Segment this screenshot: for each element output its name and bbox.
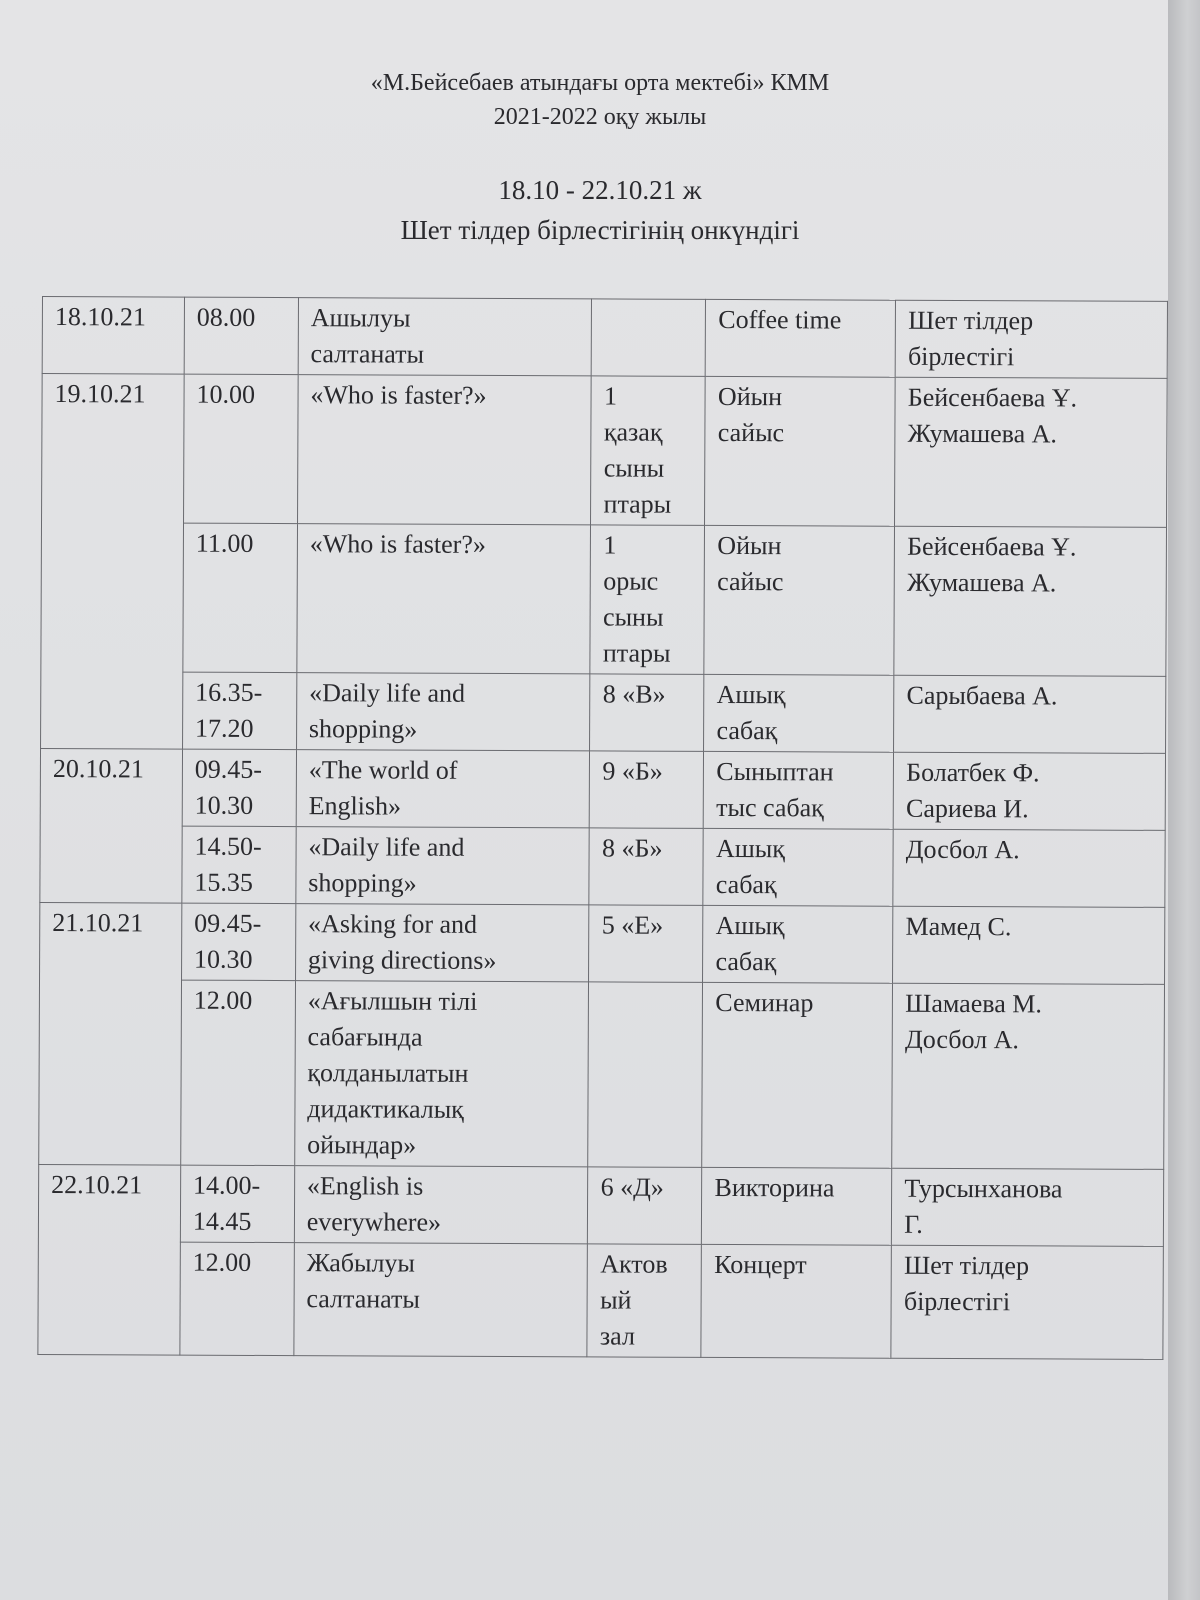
table-row [42, 297, 1167, 379]
document-header [0, 66, 1200, 250]
topic-cell: «Ағылшын тілі сабағында қолданылатын дидактикалық ойындар» [295, 981, 589, 1167]
date-cell: 22.10.21 [38, 1164, 181, 1355]
table-row [38, 1241, 1163, 1359]
responsible-cell: Бейсенбаева Ұ. Жумашева А. [894, 526, 1166, 676]
topic-cell: «Asking for and giving directions» [295, 904, 589, 982]
responsible-cell: Турсынханова Г. [892, 1168, 1164, 1246]
document-title: Шет тілдер бірлестігінің онкүндігі [400, 215, 800, 245]
responsible-cell: Шет тілдер бірлестігі [891, 1245, 1163, 1359]
topic-cell: Ашылуы салтанаты [298, 298, 592, 376]
form-cell: Ойын сайыс [705, 376, 895, 526]
class-cell: 1 орыс сыны птары [590, 525, 705, 674]
class-cell: 8 «В» [590, 674, 704, 751]
table-row [40, 825, 1165, 907]
form-cell: Ашық сабақ [703, 828, 893, 906]
class-cell: Актов ый зал [587, 1244, 701, 1357]
form-cell: Ашық сабақ [704, 674, 894, 752]
topic-cell: «English is everywhere» [294, 1166, 588, 1244]
date-cell: 20.10.21 [40, 748, 183, 903]
topic-cell: «Who is faster?» [297, 375, 591, 525]
schedule-table [37, 296, 1168, 1360]
responsible-cell: Болатбек Ф. Сариева И. [893, 752, 1165, 830]
topic-cell: «Daily life and shopping» [296, 827, 590, 905]
table-row [42, 374, 1168, 528]
date-cell: 19.10.21 [41, 374, 185, 750]
table-row [38, 1164, 1163, 1246]
class-cell: 1 қазақ сыны птары [591, 376, 706, 525]
time-cell: 10.00 [183, 374, 298, 523]
form-cell: Сыныптан тыс сабақ [704, 751, 894, 829]
topic-cell: «Who is faster?» [297, 524, 591, 674]
class-cell [588, 982, 703, 1167]
class-cell: 8 «Б» [589, 828, 703, 905]
topic-cell: Жабылуы салтанаты [294, 1243, 588, 1357]
responsible-cell: Мамед С. [893, 906, 1165, 984]
time-cell: 08.00 [184, 297, 298, 374]
time-cell: 09.45- 10.30 [182, 749, 296, 826]
class-cell: 5 «Е» [589, 905, 703, 982]
responsible-cell: Бейсенбаева Ұ. Жумашева А. [895, 377, 1167, 527]
class-cell [592, 299, 706, 376]
responsible-cell: Шет тілдер бірлестігі [895, 300, 1167, 378]
class-cell: 6 «Д» [588, 1167, 702, 1244]
time-cell: 11.00 [183, 523, 298, 672]
academic-year: 2021-2022 оқу жылы [493, 104, 707, 130]
form-cell: Викторина [702, 1167, 892, 1245]
form-cell: Ашық сабақ [703, 905, 893, 983]
date-cell: 21.10.21 [39, 902, 182, 1165]
responsible-cell: Шамаева М. Досбол А. [892, 983, 1165, 1169]
time-cell: 14.00- 14.45 [180, 1165, 294, 1242]
time-cell: 14.50- 15.35 [182, 826, 296, 903]
time-cell: 16.35- 17.20 [182, 672, 296, 749]
time-cell: 12.00 [181, 980, 296, 1165]
school-name: «М.Бейсебаев атындағы орта мектебі» КММ [370, 70, 830, 96]
table-row [41, 523, 1167, 677]
table-row [40, 748, 1165, 830]
responsible-cell: Сарыбаева А. [894, 675, 1166, 753]
topic-cell: «The world of English» [296, 750, 590, 828]
class-cell: 9 «Б» [590, 751, 704, 828]
time-cell: 09.45- 10.30 [181, 903, 295, 980]
form-cell: Coffee time [706, 299, 896, 377]
form-cell: Семинар [702, 982, 893, 1168]
responsible-cell: Досбол А. [893, 829, 1165, 907]
topic-cell: «Daily life and shopping» [296, 673, 590, 751]
table-row [40, 902, 1165, 984]
time-cell: 12.00 [180, 1242, 294, 1355]
table-row [41, 671, 1166, 753]
date-range: 18.10 - 22.10.21 ж [498, 175, 702, 205]
form-cell: Концерт [701, 1244, 891, 1358]
date-cell: 18.10.21 [42, 297, 184, 375]
form-cell: Ойын сайыс [704, 525, 894, 675]
table-row [39, 979, 1165, 1169]
